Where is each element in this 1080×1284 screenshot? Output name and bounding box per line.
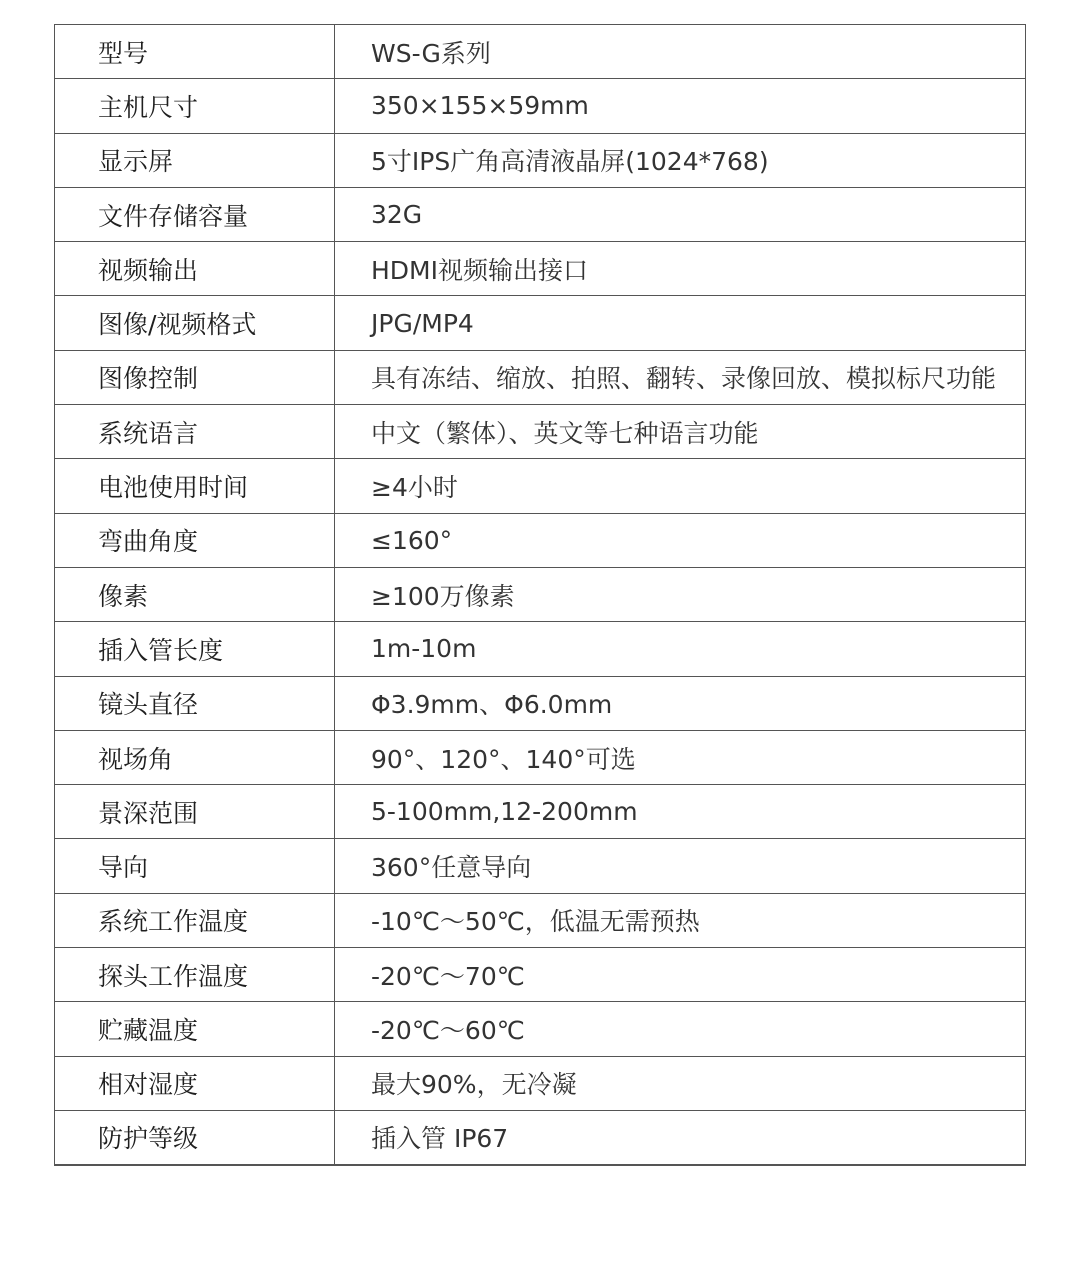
spec-value: ≥4小时 xyxy=(335,459,1026,513)
spec-label: 电池使用时间 xyxy=(55,459,335,513)
table-row xyxy=(55,676,1026,730)
table-row xyxy=(55,567,1026,621)
spec-label: 显示屏 xyxy=(55,133,335,187)
spec-label: 相对湿度 xyxy=(55,1056,335,1110)
spec-label: 导向 xyxy=(55,839,335,893)
spec-label: 图像控制 xyxy=(55,350,335,404)
table-row xyxy=(55,296,1026,350)
spec-value: 360°任意导向 xyxy=(335,839,1026,893)
spec-label: 景深范围 xyxy=(55,785,335,839)
spec-value: 32G xyxy=(335,187,1026,241)
table-row xyxy=(55,893,1026,947)
spec-label: 视场角 xyxy=(55,730,335,784)
table-row xyxy=(55,839,1026,893)
table-row xyxy=(55,187,1026,241)
table-row xyxy=(55,25,1026,79)
spec-value: 5-100mm,12-200mm xyxy=(335,785,1026,839)
spec-label: 主机尺寸 xyxy=(55,79,335,133)
spec-label: 图像/视频格式 xyxy=(55,296,335,350)
table-row xyxy=(55,622,1026,676)
spec-label: 插入管长度 xyxy=(55,622,335,676)
table-row xyxy=(55,133,1026,187)
table-row xyxy=(55,1056,1026,1110)
spec-value: 最大90%，无冷凝 xyxy=(335,1056,1026,1110)
table-row xyxy=(55,1002,1026,1056)
spec-label: 镜头直径 xyxy=(55,676,335,730)
table-row xyxy=(55,730,1026,784)
spec-label: 型号 xyxy=(55,25,335,79)
spec-value: 具有冻结、缩放、拍照、翻转、录像回放、模拟标尺功能 xyxy=(335,350,1026,404)
spec-value: HDMI视频输出接口 xyxy=(335,242,1026,296)
spec-label: 贮藏温度 xyxy=(55,1002,335,1056)
table-row xyxy=(55,1110,1026,1164)
spec-value: 90°、120°、140°可选 xyxy=(335,730,1026,784)
table-row xyxy=(55,242,1026,296)
spec-value: -10℃～50℃，低温无需预热 xyxy=(335,893,1026,947)
spec-value: 中文（繁体）、英文等七种语言功能 xyxy=(335,405,1026,459)
spec-label: 系统工作温度 xyxy=(55,893,335,947)
table-row xyxy=(55,459,1026,513)
spec-table-body xyxy=(55,25,1026,1165)
table-row xyxy=(55,405,1026,459)
spec-label: 防护等级 xyxy=(55,1110,335,1164)
spec-label: 系统语言 xyxy=(55,405,335,459)
table-row xyxy=(55,350,1026,404)
table-row xyxy=(55,948,1026,1002)
spec-label: 弯曲角度 xyxy=(55,513,335,567)
table-row xyxy=(55,79,1026,133)
spec-value: Φ3.9mm、Φ6.0mm xyxy=(335,676,1026,730)
spec-label: 探头工作温度 xyxy=(55,948,335,1002)
spec-value: -20℃～60℃ xyxy=(335,1002,1026,1056)
spec-label: 文件存储容量 xyxy=(55,187,335,241)
spec-label: 像素 xyxy=(55,567,335,621)
spec-value: JPG/MP4 xyxy=(335,296,1026,350)
spec-label: 视频输出 xyxy=(55,242,335,296)
spec-value: ≤160° xyxy=(335,513,1026,567)
spec-value: 350×155×59mm xyxy=(335,79,1026,133)
spec-table xyxy=(54,24,1026,1166)
spec-value: WS-G系列 xyxy=(335,25,1026,79)
table-row xyxy=(55,785,1026,839)
spec-value: 5寸IPS广角高清液晶屏(1024*768) xyxy=(335,133,1026,187)
spec-value: -20℃～70℃ xyxy=(335,948,1026,1002)
spec-value: 1m-10m xyxy=(335,622,1026,676)
spec-value: 插入管 IP67 xyxy=(335,1110,1026,1164)
table-row xyxy=(55,513,1026,567)
spec-value: ≥100万像素 xyxy=(335,567,1026,621)
